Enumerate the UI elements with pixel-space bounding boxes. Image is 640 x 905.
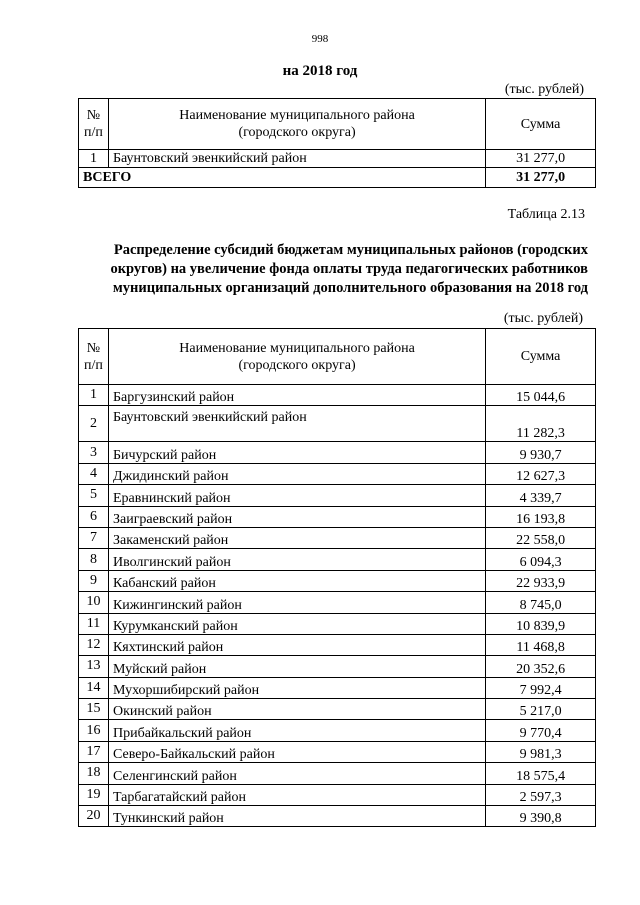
row-num: 3 bbox=[79, 442, 109, 463]
header-name bbox=[108, 99, 485, 150]
row-sum: 18 575,4 bbox=[486, 763, 596, 784]
row-num: 1 bbox=[79, 150, 109, 168]
table2-unit: (тыс. рублей) bbox=[503, 311, 583, 326]
table2 bbox=[78, 328, 596, 827]
row-num: 18 bbox=[79, 763, 109, 784]
row-sum: 22 558,0 bbox=[486, 527, 596, 548]
page-number: 998 bbox=[311, 33, 329, 45]
row-name: Кабанский район bbox=[108, 570, 485, 591]
header-num-line1: № bbox=[86, 340, 101, 356]
row-sum: 9 930,7 bbox=[486, 442, 596, 463]
header-sum: Сумма bbox=[486, 99, 596, 150]
row-num: 11 bbox=[79, 613, 109, 634]
row-name: Кяхтинский район bbox=[108, 634, 485, 655]
row-num: 15 bbox=[79, 699, 109, 720]
header-name-line2: (городского округа) bbox=[238, 357, 356, 373]
row-num: 9 bbox=[79, 570, 109, 591]
row-name: Джидинский район bbox=[108, 463, 485, 484]
table2-heading bbox=[80, 241, 588, 298]
row-num: 16 bbox=[79, 720, 109, 741]
row-sum: 9 770,4 bbox=[486, 720, 596, 741]
row-name: Закаменский район bbox=[108, 527, 485, 548]
row-sum: 22 933,9 bbox=[486, 570, 596, 591]
header-name-line2: (городского округа) bbox=[238, 125, 356, 140]
row-name: Бичурский район bbox=[108, 442, 485, 463]
row-name: Прибайкальский район bbox=[108, 720, 485, 741]
row-sum: 12 627,3 bbox=[486, 463, 596, 484]
table-row bbox=[79, 485, 596, 506]
table-row bbox=[79, 720, 596, 741]
table-row bbox=[79, 385, 596, 406]
row-num: 12 bbox=[79, 634, 109, 655]
heading-line-3: муниципальных организаций дополнительного образования на 2018 год bbox=[112, 280, 588, 296]
row-sum: 10 839,9 bbox=[486, 613, 596, 634]
row-num: 10 bbox=[79, 592, 109, 613]
row-sum: 8 745,0 bbox=[486, 592, 596, 613]
heading-line-1: Распределение субсидий бюджетам муниципальных районов (городских bbox=[113, 242, 588, 258]
row-sum: 15 044,6 bbox=[486, 385, 596, 406]
row-num: 17 bbox=[79, 741, 109, 762]
header-name-line1: Наименование муниципального района bbox=[179, 108, 415, 123]
table-row bbox=[79, 634, 596, 655]
row-num: 4 bbox=[79, 463, 109, 484]
table-row bbox=[79, 150, 596, 168]
table1-unit: (тыс. рублей) bbox=[504, 82, 584, 97]
row-sum: 9 981,3 bbox=[486, 741, 596, 762]
row-name: Тарбагатайский район bbox=[108, 784, 485, 805]
row-name: Окинский район bbox=[108, 699, 485, 720]
row-name: Еравнинский район bbox=[108, 485, 485, 506]
header-num bbox=[79, 329, 109, 385]
table-row bbox=[79, 506, 596, 527]
table-row bbox=[79, 741, 596, 762]
row-sum: 7 992,4 bbox=[486, 677, 596, 698]
table-row bbox=[79, 592, 596, 613]
table1-total-row bbox=[79, 168, 596, 188]
row-name: Курумканский район bbox=[108, 613, 485, 634]
table-row bbox=[79, 763, 596, 784]
row-num: 14 bbox=[79, 677, 109, 698]
table-row bbox=[79, 442, 596, 463]
row-sum: 16 193,8 bbox=[486, 506, 596, 527]
row-name: Мухоршибирский район bbox=[108, 677, 485, 698]
row-num: 6 bbox=[79, 506, 109, 527]
table2-header-row bbox=[79, 329, 596, 385]
row-sum: 5 217,0 bbox=[486, 699, 596, 720]
table1-header-row bbox=[79, 99, 596, 150]
row-sum: 9 390,8 bbox=[486, 806, 596, 827]
table1 bbox=[78, 98, 596, 188]
total-label: ВСЕГО bbox=[79, 168, 486, 188]
header-num-line1: № bbox=[86, 108, 101, 123]
table1-title: на 2018 год bbox=[282, 63, 358, 79]
row-name: Муйский район bbox=[108, 656, 485, 677]
row-num: 5 bbox=[79, 485, 109, 506]
row-num: 1 bbox=[79, 385, 109, 406]
table-row bbox=[79, 699, 596, 720]
table-row bbox=[79, 806, 596, 827]
row-sum: 31 277,0 bbox=[486, 150, 596, 168]
header-name bbox=[108, 329, 485, 385]
row-name: Северо-Байкальский район bbox=[108, 741, 485, 762]
row-sum: 4 339,7 bbox=[486, 485, 596, 506]
row-sum: 20 352,6 bbox=[486, 656, 596, 677]
table2-label: Таблица 2.13 bbox=[507, 207, 585, 222]
table-row bbox=[79, 570, 596, 591]
total-sum: 31 277,0 bbox=[486, 168, 596, 188]
header-name-line1: Наименование муниципального района bbox=[179, 340, 415, 356]
row-num: 2 bbox=[79, 406, 109, 442]
header-num-line2: п/п bbox=[84, 357, 103, 373]
row-num: 7 bbox=[79, 527, 109, 548]
table-row bbox=[79, 784, 596, 805]
table-row bbox=[79, 613, 596, 634]
table-row bbox=[79, 549, 596, 570]
header-num bbox=[79, 99, 109, 150]
row-sum: 11 282,3 bbox=[486, 406, 596, 442]
row-name: Заиграевский район bbox=[108, 506, 485, 527]
row-name: Баунтовский эвенкийский район bbox=[108, 406, 485, 442]
header-sum: Сумма bbox=[486, 329, 596, 385]
row-num: 20 bbox=[79, 806, 109, 827]
table-row bbox=[79, 677, 596, 698]
row-sum: 2 597,3 bbox=[486, 784, 596, 805]
row-name: Тункинский район bbox=[108, 806, 485, 827]
table-row bbox=[79, 406, 596, 442]
row-name: Иволгинский район bbox=[108, 549, 485, 570]
row-num: 19 bbox=[79, 784, 109, 805]
table-row bbox=[79, 463, 596, 484]
row-sum: 11 468,8 bbox=[486, 634, 596, 655]
row-sum: 6 094,3 bbox=[486, 549, 596, 570]
heading-line-2: округов) на увеличение фонда оплаты труда педагогических работников bbox=[110, 261, 588, 277]
header-num-line2: п/п bbox=[84, 125, 103, 140]
row-name: Кижингинский район bbox=[108, 592, 485, 613]
row-name: Селенгинский район bbox=[108, 763, 485, 784]
row-num: 13 bbox=[79, 656, 109, 677]
row-name: Баунтовский эвенкийский район bbox=[108, 150, 485, 168]
table-row bbox=[79, 656, 596, 677]
table-row bbox=[79, 527, 596, 548]
row-name: Баргузинский район bbox=[108, 385, 485, 406]
row-num: 8 bbox=[79, 549, 109, 570]
